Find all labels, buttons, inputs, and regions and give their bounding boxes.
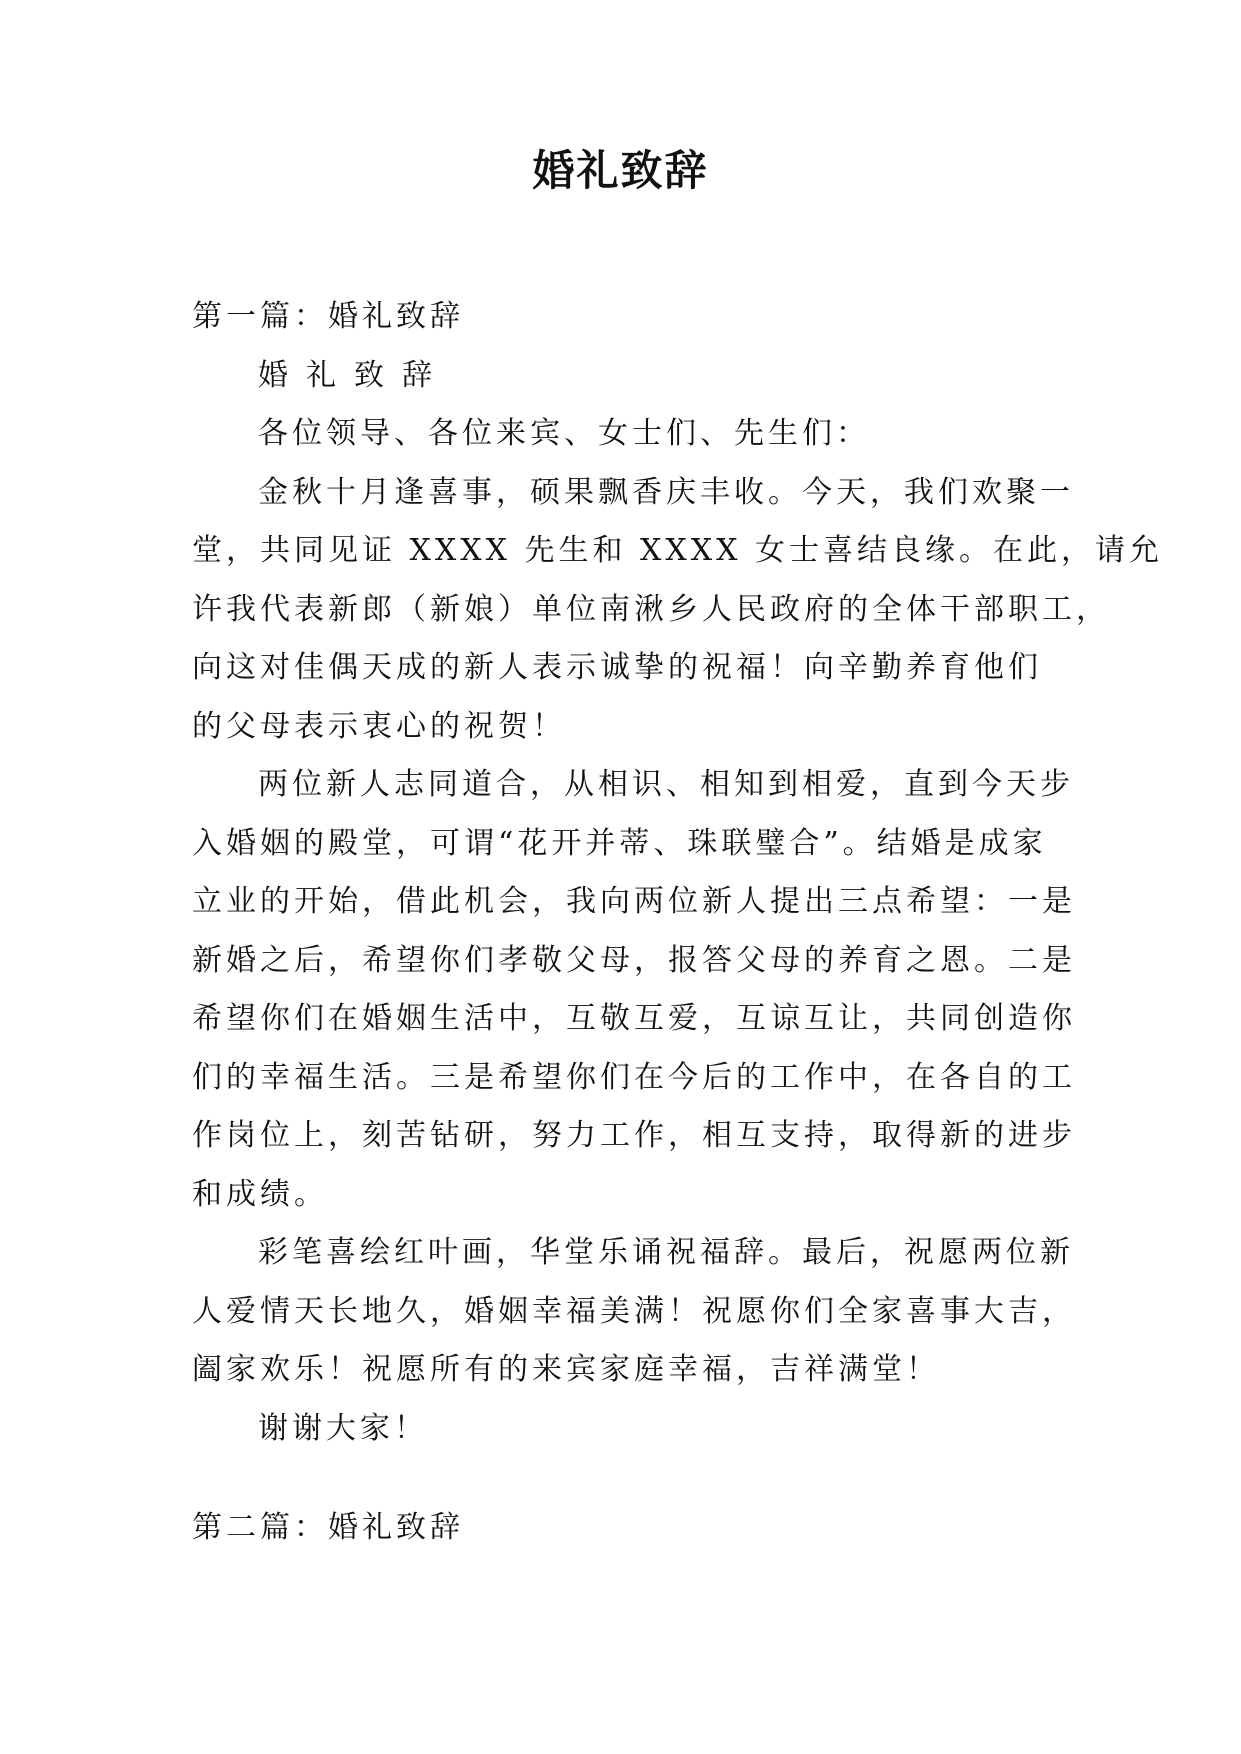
paragraph-line: 向这对佳偶天成的新人表示诚挚的祝福！向辛勤养育他们 xyxy=(192,650,1042,685)
paragraph-line: 立业的开始，借此机会，我向两位新人提出三点希望：一是 xyxy=(192,884,1076,919)
paragraph-1 xyxy=(192,464,1164,757)
paragraph-line: 和成绩。 xyxy=(192,1176,328,1212)
inner-title: 婚礼致辞 xyxy=(258,357,450,393)
salutation: 各位领导、各位来宾、女士们、先生们： xyxy=(258,416,870,451)
paragraph-line: 希望你们在婚姻生活中，互敬互爱，互谅互让，共同创造你 xyxy=(192,1001,1076,1036)
paragraph-line: 许我代表新郎（新娘）单位南湫乡人民政府的全体干部职工， xyxy=(192,591,1110,627)
section1-heading: 第一篇：婚礼致辞 xyxy=(192,299,464,334)
paragraph-line: 新婚之后，希望你们孝敬父母，报答父母的养育之恩。二是 xyxy=(192,942,1076,978)
paragraph-line: 堂，共同见证 XXXX 先生和 XXXX 女士喜结良缘。在此，请允 xyxy=(192,533,1164,568)
section2-heading: 第二篇：婚礼致辞 xyxy=(192,1510,464,1545)
paragraph-line: 人爱情天长地久，婚姻幸福美满！祝愿你们全家喜事大吉， xyxy=(192,1293,1076,1329)
paragraph-line: 金秋十月逢喜事，硕果飘香庆丰收。今天，我们欢聚一 xyxy=(258,474,1074,510)
paragraph-line: 的父母表示衷心的祝贺！ xyxy=(192,708,566,744)
document-title: 婚礼致辞 xyxy=(532,146,709,195)
paragraph-line: 作岗位上，刻苦钻研，努力工作，相互支持，取得新的进步 xyxy=(192,1118,1076,1153)
paragraph-3 xyxy=(192,1224,1076,1400)
document-body xyxy=(192,288,1164,1558)
paragraph-2 xyxy=(192,756,1076,1224)
paragraph-line: 们的幸福生活。三是希望你们在今后的工作中，在各自的工 xyxy=(192,1059,1076,1095)
closing-line: 谢谢大家！ xyxy=(258,1410,428,1446)
paragraph-line: 彩笔喜绘红叶画，华堂乐诵祝福辞。最后，祝愿两位新 xyxy=(258,1235,1074,1270)
paragraph-line: 入婚姻的殿堂，可谓“花开并蒂、珠联璧合”。结婚是成家 xyxy=(192,825,1047,861)
paragraph-line: 两位新人志同道合，从相识、相知到相爱，直到今天步 xyxy=(258,767,1074,802)
paragraph-line: 阖家欢乐！祝愿所有的来宾家庭幸福，吉祥满堂！ xyxy=(192,1352,940,1387)
